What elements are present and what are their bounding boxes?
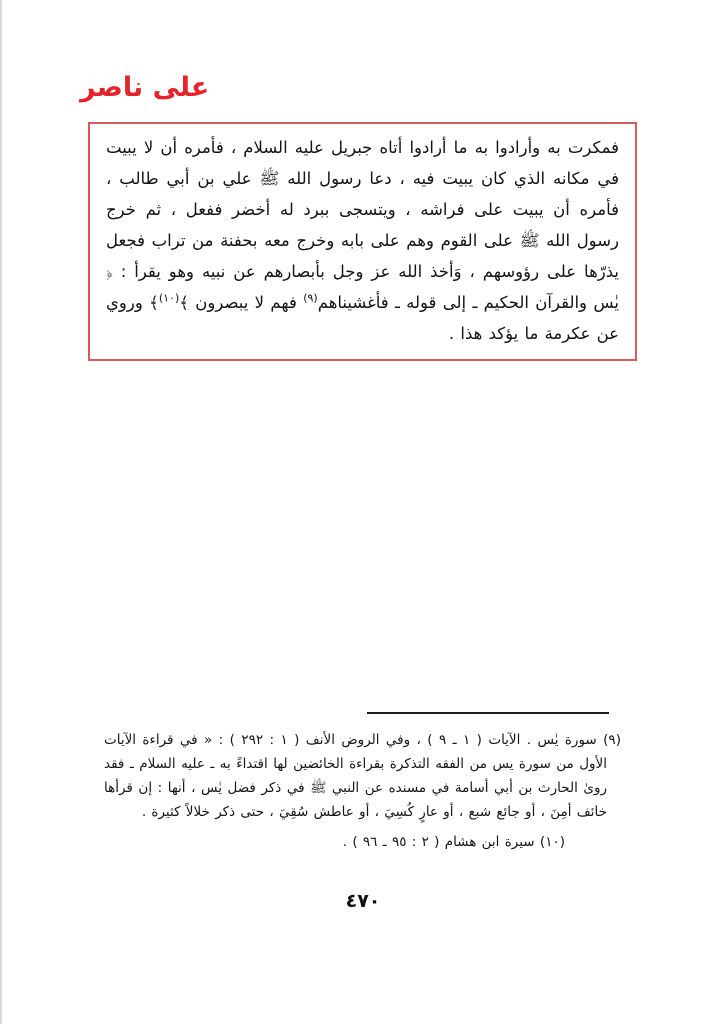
footnote-marker: (١٠)	[539, 834, 565, 850]
footnote-separator	[367, 712, 609, 714]
footnotes-section	[104, 728, 621, 860]
main-text-box	[88, 122, 637, 361]
footnote-item-9	[104, 728, 621, 824]
footnote-text: سيرة ابن هشام ( ٢ : ٩٥ ـ ٩٦ ) .	[342, 834, 540, 850]
footnote-ref-9: (٩)	[303, 291, 318, 305]
main-text-segment: فمكرت به وأرادوا به ما أرادوا أتاه جبريل عليه السلام ، فأمره أن لا يبيت في مكانه الذي كان يبيت فيه ، دعا رسول الله ﷺ علي بن أبي طالب ، فأمره أن يبيت على فراشه ، ويتسجى ببرد له أخضر ففعل ، ثم خرج رسول الله ﷺ على القوم وهم على بابه وخرج معه بحفنة من تراب فجعل يذرّها على رؤوسهم ، وَأخذ الله عز وجل بأبصارهم عن نبيه وهو يقرأ : ﴿ يٰس والقرآن الحكيم ـ إلى قوله ـ فأغشيناهم	[106, 138, 619, 312]
scan-edge-shadow	[0, 0, 2, 1024]
footnote-marker: (٩)	[603, 732, 621, 748]
page-heading: على ناصر	[80, 72, 210, 103]
footnote-item-10	[104, 830, 565, 854]
main-paragraph	[106, 132, 619, 349]
main-text-segment: فهم لا يبصرون ﴾	[179, 293, 304, 312]
page-number: ٤٧٠	[345, 890, 381, 912]
footnote-text: سورة يٰس . الآيات ( ١ ـ ٩ ) ، وفي الروض الأنف ( ١ : ٢٩٢ ) : « في قراءة الآيات الأول من سورة يس من الفقه التذكرة بقراءة الخائضين لها اقتداءً به ـ عليه السلام ـ فقد روىٰ الحارث بن أبي أسامة في مسنده عن النبي ﷺ في ذكر فضل يٰس ، أنها : إن قرأها خائف أمِنَ ، أو جائع شبع ، أو عارٍ كُسِيَ ، أو عاطش سُقِيَ ، حتى ذكر خلالاً كثيرة .	[104, 732, 607, 820]
main-text-segment: ﴾ وروي عن عكرمة ما يؤكد هذا .	[106, 293, 619, 343]
footnote-ref-10: (١٠)	[158, 291, 180, 305]
